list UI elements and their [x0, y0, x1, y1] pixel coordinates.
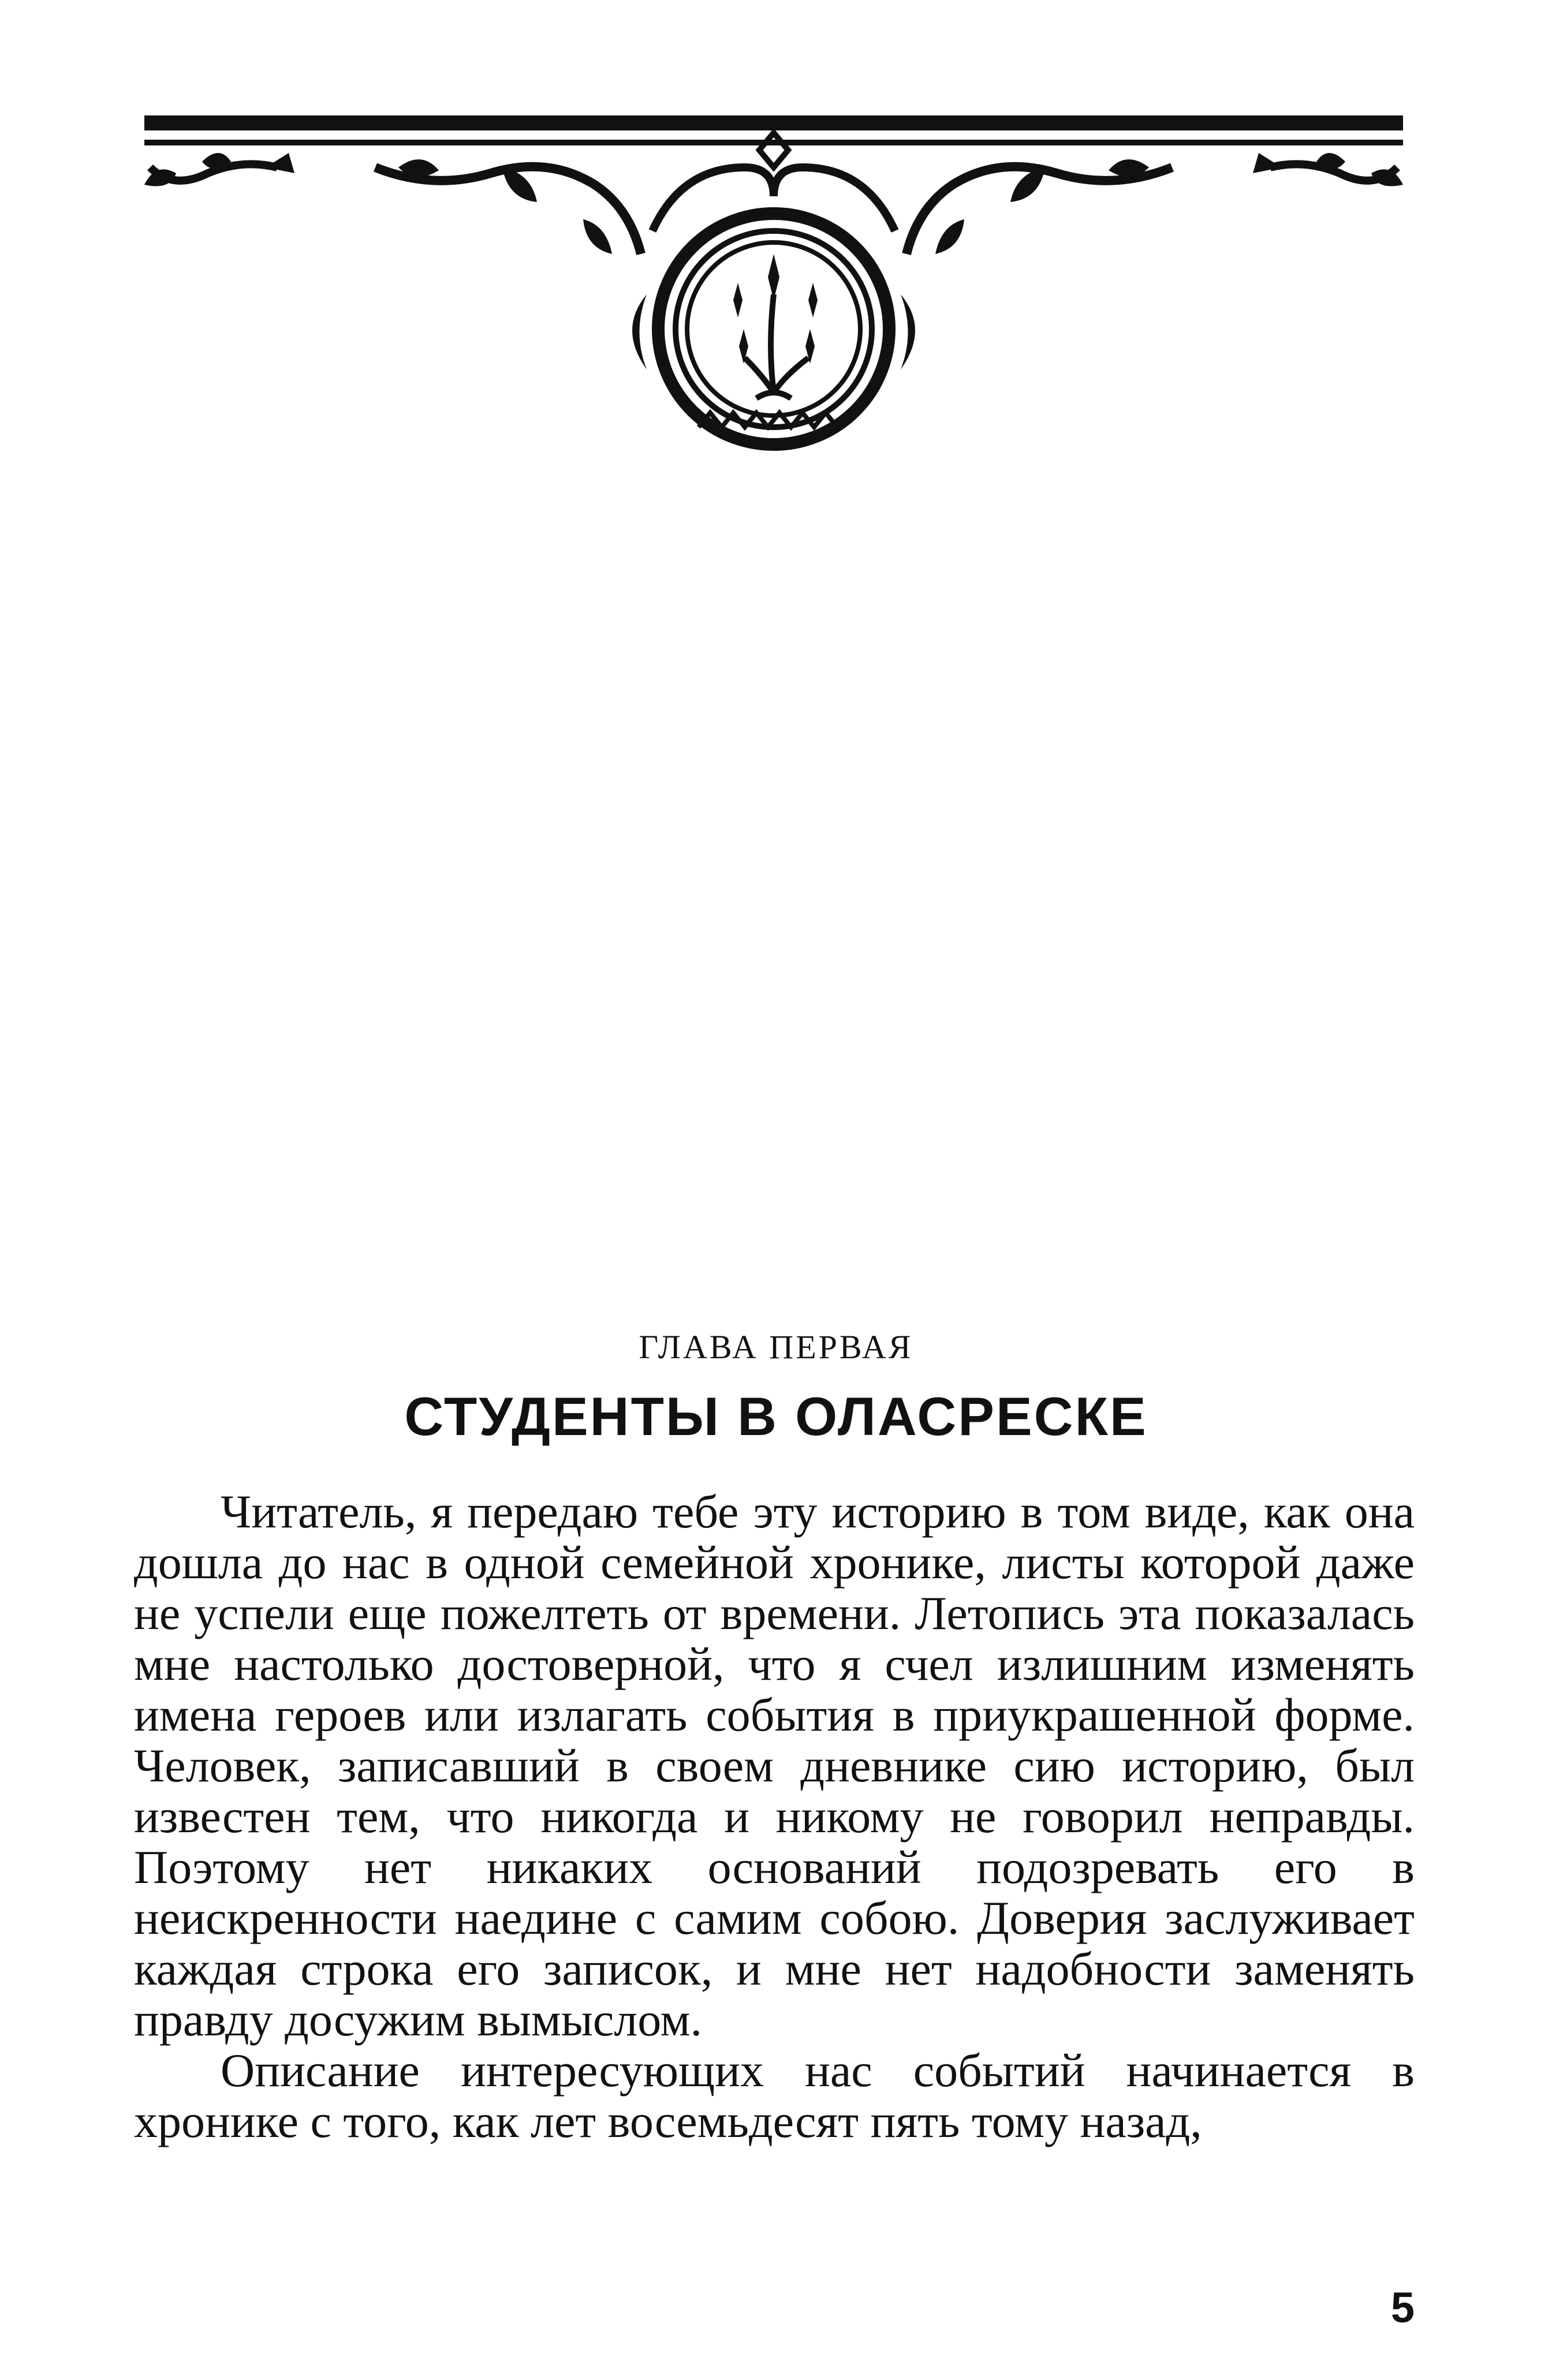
chapter-label: ГЛАВА ПЕРВАЯ	[639, 1328, 913, 1366]
page-number: 5	[1390, 2284, 1415, 2332]
paragraph: Читатель, я передаю тебе эту историю в том виде, как она дошла до нас в одной семейной хронике, листы которой даже не успели еще пожелтеть от времени. Летопись эта показалась мне настолько достоверной, что я счел излишним изменять имена героев или излагать события в приукрашенной форме. Человек, записавший в своем дневнике сию историю, был известен тем, что никогда и никому не говорил неправды. Поэтому нет никаких оснований подозревать его в неискренности наедине с самим собою. Доверия заслуживает каждая строка его записок, и мне нет надобности заменять правду досужим вымыслом.	[134, 1485, 1415, 2046]
chapter-title: СТУДЕНТЫ В ОЛАСРЕСКЕ	[404, 1386, 1148, 1447]
floral-ornament-headpiece-icon	[133, 104, 1415, 473]
body-text	[134, 1486, 1415, 2147]
paragraph: Описание интересующих нас событий начинается в хронике с того, как лет восемьдесят пять тому назад,	[134, 2044, 1415, 2147]
